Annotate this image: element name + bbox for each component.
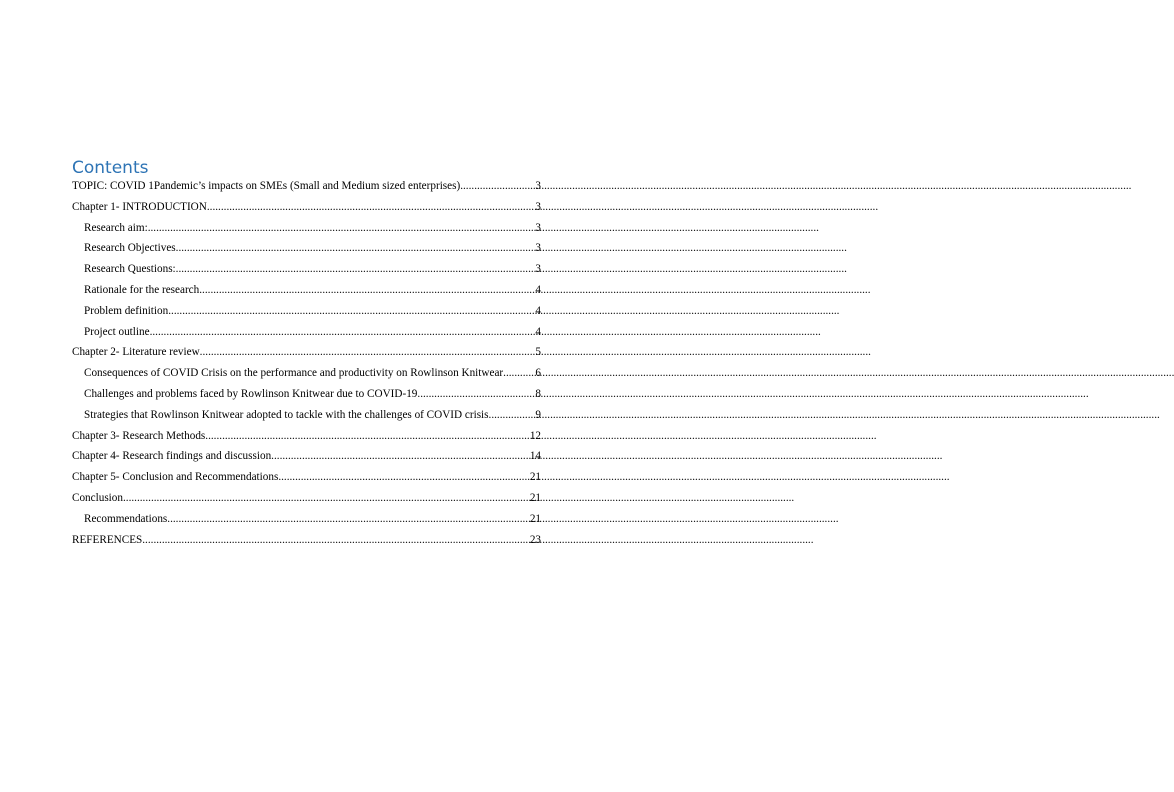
toc-entry-title: Recommendations	[84, 512, 168, 525]
toc-entry-title: Research Questions:	[84, 263, 176, 276]
toc-entry-title: Project outline	[84, 325, 150, 338]
toc-entry-title: TOPIC: COVID 1Pandemic’s impacts on SMEs (Small and Medium sized enterprises)	[72, 180, 461, 192]
toc-entry-page-number: 23	[529, 533, 541, 546]
toc-entry-title: Strategies that Rowlinson Knitwear adopted to tackle with the challenges of COVID crisis	[84, 408, 489, 421]
toc-entry-page-number: 12	[529, 429, 541, 442]
toc-entry-title: Challenges and problems faced by Rowlinson Knitwear due to COVID-19	[84, 387, 418, 400]
toc-entry[interactable]	[72, 384, 541, 405]
toc-entry[interactable]	[72, 238, 541, 259]
toc-entry-title: Chapter 1- INTRODUCTION	[72, 200, 207, 213]
toc-dot-leader	[123, 488, 530, 509]
toc-entry[interactable]	[72, 176, 541, 197]
toc-entry[interactable]	[72, 259, 541, 280]
toc-dot-leader	[271, 446, 530, 467]
toc-entry-page-number: 21	[529, 471, 541, 484]
toc-dot-leader	[278, 467, 530, 488]
toc-entry[interactable]	[72, 301, 541, 322]
toc-dot-leader	[417, 384, 535, 405]
toc-entry[interactable]	[72, 467, 541, 488]
toc-entry-title: Problem definition	[84, 304, 169, 317]
toc-entry-page-number: 8	[535, 387, 541, 400]
toc-entry[interactable]	[72, 218, 541, 239]
toc-entry-page-number: 14	[529, 450, 541, 463]
toc-dot-leader	[199, 280, 535, 301]
toc-entry-title: Research Objectives	[84, 242, 176, 255]
toc-entry[interactable]	[72, 488, 541, 509]
toc-dot-leader	[148, 218, 536, 239]
toc-entry[interactable]	[72, 197, 541, 218]
toc-entry-page-number: 3	[535, 263, 541, 276]
toc-dot-leader	[503, 363, 535, 384]
toc-entry-title: Conclusion	[72, 491, 123, 504]
toc-entry[interactable]	[72, 280, 541, 301]
toc-entry[interactable]	[72, 509, 541, 530]
toc-entry-title: Consequences of COVID Crisis on the performance and productivity on Rowlinson Knitwear	[84, 367, 504, 380]
toc-dot-leader	[207, 197, 536, 218]
toc-entry-page-number: 3	[535, 242, 541, 255]
toc-entry-page-number: 6	[535, 367, 541, 380]
toc-entry-page-number: 3	[535, 180, 541, 192]
toc-entry-page-number: 5	[535, 346, 541, 359]
toc-entry[interactable]	[72, 342, 541, 363]
toc-dot-leader	[150, 322, 536, 343]
toc-entry[interactable]	[72, 363, 541, 384]
toc-entry-page-number: 3	[535, 221, 541, 234]
toc-dot-leader	[489, 405, 536, 426]
toc-entry-page-number: 3	[535, 200, 541, 213]
toc-dot-leader	[167, 509, 530, 530]
toc-entry[interactable]	[72, 322, 541, 343]
toc-heading: Contents	[72, 158, 149, 178]
toc-entry-title: Rationale for the research	[84, 283, 200, 296]
toc-entry[interactable]	[72, 446, 541, 467]
toc-entry-page-number: 4	[535, 325, 541, 338]
toc-entry-title: Chapter 2- Literature review	[72, 346, 200, 359]
toc-dot-leader	[460, 176, 535, 197]
toc-entry-page-number: 4	[535, 283, 541, 296]
toc-dot-leader	[176, 238, 536, 259]
table-of-contents	[72, 176, 541, 550]
toc-entry-title: REFERENCES	[72, 533, 143, 546]
toc-entry-page-number: 9	[535, 408, 541, 421]
toc-entry-title: Chapter 4- Research findings and discussion	[72, 450, 272, 463]
toc-entry[interactable]	[72, 405, 541, 426]
toc-dot-leader	[200, 342, 536, 363]
toc-dot-leader	[205, 426, 530, 447]
toc-entry-page-number: 4	[535, 304, 541, 317]
toc-dot-leader	[142, 530, 530, 551]
toc-entry-page-number: 21	[529, 491, 541, 504]
toc-entry[interactable]	[72, 426, 541, 447]
toc-dot-leader	[176, 259, 536, 280]
toc-entry-title: Chapter 5- Conclusion and Recommendations	[72, 471, 279, 484]
toc-dot-leader	[168, 301, 535, 322]
toc-entry-title: Chapter 3- Research Methods	[72, 429, 206, 442]
toc-entry-page-number: 21	[529, 512, 541, 525]
toc-entry[interactable]	[72, 530, 541, 551]
toc-entry-title: Research aim:	[84, 221, 148, 234]
